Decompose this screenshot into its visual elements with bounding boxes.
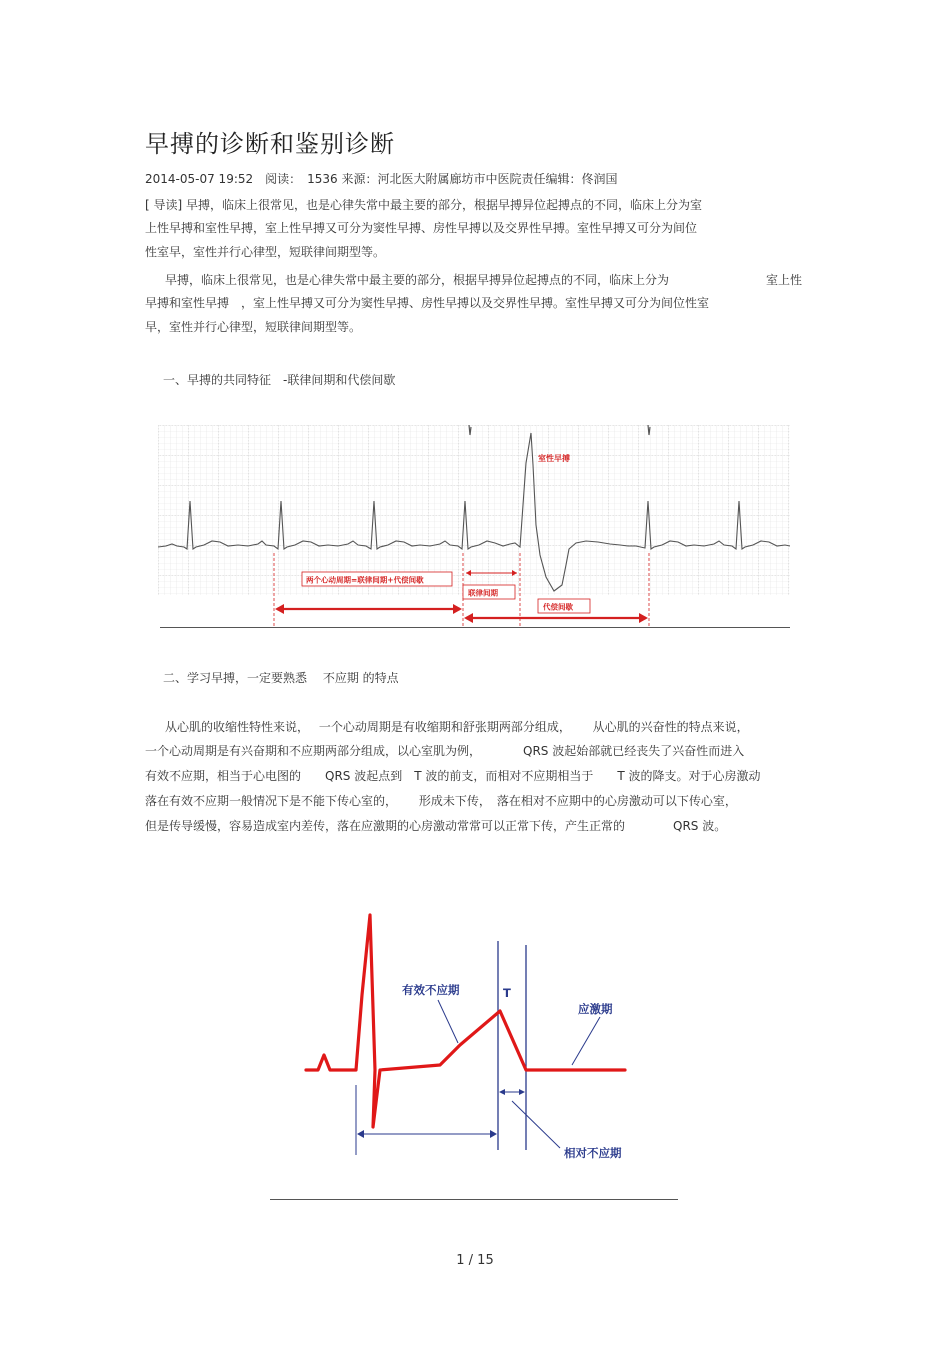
ecg-trace-schematic	[306, 915, 625, 1127]
para1-line-2: 早搏和室性早搏 ，室上性早搏又可分为窦性早搏、房性早搏以及交界性早搏。室性早搏又可分为间位性室	[145, 296, 710, 310]
article-title: 早搏的诊断和鉴别诊断	[145, 130, 395, 158]
para1-line-3: 早，室性并行心律型，短联律间期型等。	[145, 320, 362, 334]
section2-heading: 二、学习早搏，一定要熟悉 不应期 的特点	[163, 671, 399, 685]
excitable-label: 应激期	[578, 1002, 613, 1016]
excitable-pointer	[572, 1017, 600, 1065]
para2-line-2: 一个心动周期是有兴奋期和不应期两部分组成，以心室肌为例， QRS 波起始部就已经丧失了兴奋性而进入	[145, 744, 745, 758]
para1-line-1-tail: 室上性	[766, 273, 803, 287]
ecg-grid	[158, 425, 790, 595]
erp-label: 有效不应期	[402, 983, 460, 997]
intro-line-2: 上性早搏和室性早搏，室上性早搏又可分为窦性早搏、房性早搏以及交界性早搏。室性早搏又可分为间位	[145, 221, 698, 235]
intro-line-1: [ 导读] 早搏，临床上很常见，也是心律失常中最主要的部分，根据早搏异位起搏点的不同，临床上分为室	[145, 198, 702, 212]
rrp-pointer	[512, 1101, 560, 1148]
figure1-underline	[160, 627, 790, 628]
para2-line-1: 从心肌的收缩性特性来说， 一个心动周期是有收缩期和舒张期两部分组成， 从心肌的兴奋性的特点来说，	[165, 720, 749, 734]
coupling-label: 联律间期	[468, 588, 498, 598]
rrp-label: 相对不应期	[564, 1146, 622, 1160]
para2-line-4: 落在有效不应期一般情况下是不能下传心室的， 形成未下传， 落在相对不应期中的心房激动可以下传心室，	[145, 794, 737, 808]
erp-pointer	[438, 1000, 458, 1043]
para2-line-3: 有效不应期，相当于心电图的 QRS 波起点到 T 波的前支，而相对不应期相当于 T 波的降支。对于心房激动	[145, 769, 761, 783]
pvc-label: 室性早搏	[538, 454, 570, 463]
para2-line-5: 但是传导缓慢，容易造成室内差传，落在应激期的心房激动常常可以正常下传，产生正常的 QRS 波。	[145, 819, 727, 833]
para1-line-1: 早搏，临床上很常见，也是心律失常中最主要的部分，根据早搏异位起搏点的不同，临床上分为	[165, 273, 670, 287]
article-meta: 2014-05-07 19:52 阅读： 1536 来源：河北医大附属廊坊市中医院责任编辑：佟润国	[145, 172, 618, 186]
ecg-strip-figure	[158, 425, 790, 630]
t-wave-label: T	[503, 986, 511, 1000]
intro-line-3: 性室早，室性并行心律型，短联律间期型等。	[145, 245, 386, 259]
two-cycles-label: 两个心动周期=联律间期+代偿间歇	[306, 575, 424, 585]
refractory-period-figure	[300, 905, 635, 1185]
section1-heading: 一、早搏的共同特征 -联律间期和代偿间歇	[163, 373, 396, 387]
figure2-underline	[270, 1199, 678, 1200]
compensatory-label: 代偿间歇	[543, 602, 573, 612]
page-number: 1 / 15	[456, 1253, 494, 1268]
